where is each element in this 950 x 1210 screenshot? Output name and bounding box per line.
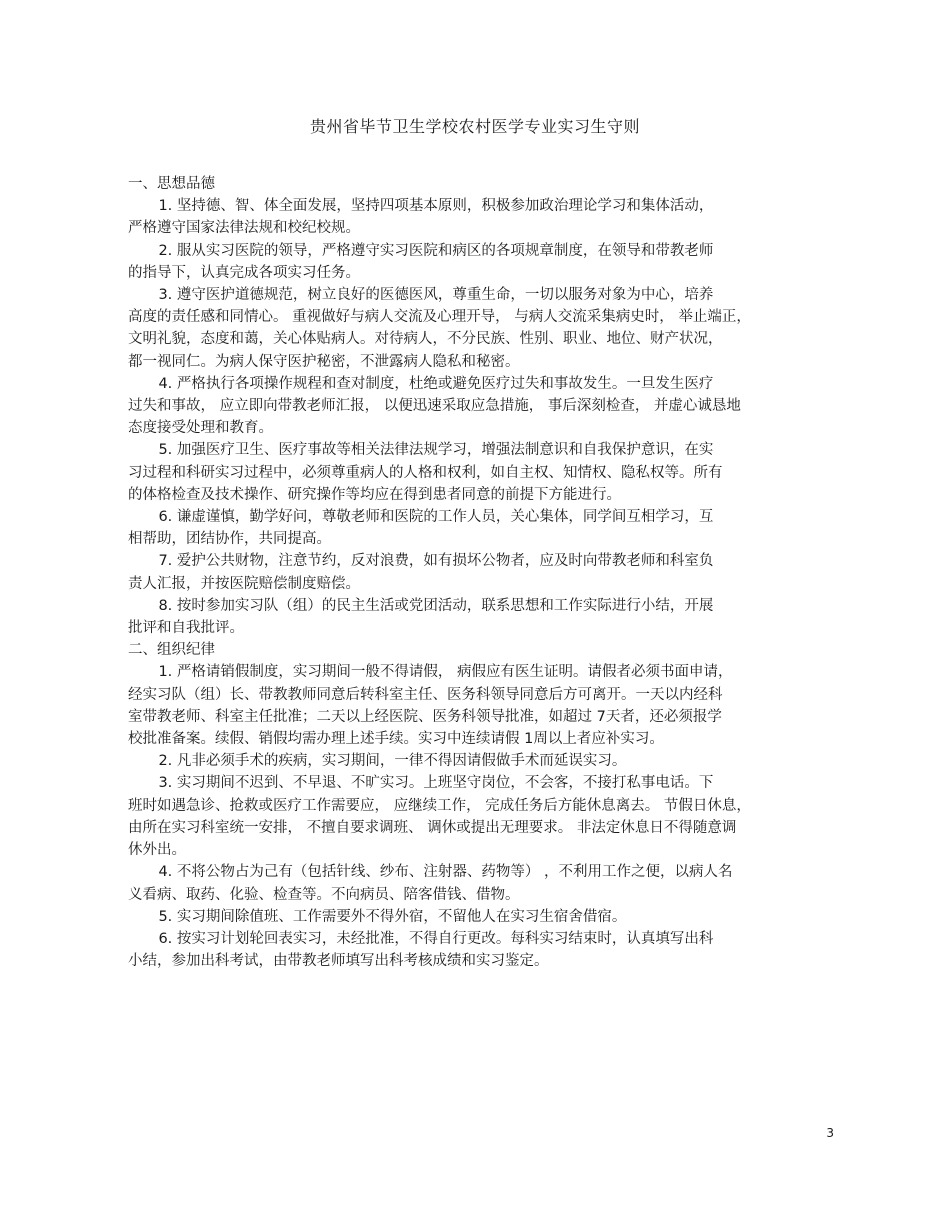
- rule-text-line: 相帮助，团结协作，共同提高。: [128, 531, 331, 548]
- rule-text-line: 高度的责任感和同情心。 重视做好与病人交流及心理开导， 与病人交流采集病史时， 举止端正，: [128, 309, 751, 326]
- section-heading: 一、思想品德: [128, 176, 215, 192]
- rule-text-line: 过失和事故， 应立即向带教老师汇报， 以便迅速采取应急措施， 事后深刻检查， 并虚心诚恳地: [128, 398, 741, 415]
- section-heading: 二、组织纪律: [128, 642, 215, 659]
- rule-text-line: 8. 按时参加实习队（组）的民主生活或党团活动，联系思想和工作实际进行小结，开展: [158, 597, 714, 614]
- rule-text-line: 校批准备案。续假、销假均需办理上述手续。实习中连续请假 1周以上者应补实习。: [128, 731, 664, 748]
- rule-text-line: 1. 坚持德、智、体全面发展，坚持四项基本原则，积极参加政治理论学习和集体活动，: [158, 198, 714, 215]
- rule-text-line: 的体格检查及技术操作、研究操作等均应在得到患者同意的前提下方能进行。: [128, 486, 621, 503]
- rule-item: [128, 772, 828, 861]
- rule-text-line: 2. 服从实习医院的领导，严格遵守实习医院和病区的各项规章制度，在领导和带教老师: [158, 242, 714, 259]
- rule-text-line: 6. 按实习计划轮回表实习，未经批准，不得自行更改。每科实习结束时，认真填写出科: [158, 930, 714, 947]
- rule-item: [128, 595, 828, 639]
- rule-text-line: 经实习队（组）长、带教教师同意后转科室主任、医务科领导同意后方可离开。一天以内经科: [128, 686, 723, 703]
- rule-item: [128, 195, 828, 239]
- rule-text-line: 7. 爱护公共财物，注意节约，反对浪费，如有损坏公物者，应及时向带教老师和科室负: [158, 553, 714, 570]
- rule-text-line: 都一视同仁。为病人保守医护秘密，不泄露病人隐私和秘密。: [128, 353, 520, 370]
- rule-item: [128, 439, 828, 506]
- page-number: 3: [826, 1126, 834, 1140]
- rule-text-line: 由所在实习科室统一安排， 不擅自要求调班、 调休或提出无理要求。 非法定休息日不得随意调: [128, 819, 737, 836]
- rule-text-line: 室带教老师、科室主任批准；二天以上经医院、医务科领导批准，如超过 7天者，还必须报学: [128, 708, 722, 725]
- rule-item: [128, 661, 828, 750]
- rule-text-line: 3. 遵守医护道德规范，树立良好的医德医风，尊重生命，一切以服务对象为中心，培养: [158, 287, 714, 304]
- rule-item: [128, 240, 828, 284]
- rule-item: [128, 750, 828, 772]
- rule-text-line: 义看病、取药、化验、检查等。不向病员、陪客借钱、借物。: [128, 886, 520, 903]
- rule-text-line: 休外出。: [128, 842, 186, 859]
- rule-text-line: 文明礼貌，态度和蔼，关心体贴病人。对待病人，不分民族、性别、职业、地位、财产状况，: [128, 331, 723, 348]
- rule-text-line: 的指导下，认真完成各项实习任务。: [128, 264, 360, 281]
- rule-text-line: 严格遵守国家法律法规和校纪校规。: [128, 220, 360, 237]
- rule-text-line: 2. 凡非必须手术的疾病，实习期间，一律不得因请假做手术而延误实习。: [158, 753, 627, 770]
- rule-text-line: 5. 加强医疗卫生、医疗事故等相关法律法规学习，增强法制意识和自我保护意识，在实: [158, 442, 714, 459]
- rule-text-line: 态度接受处理和教育。: [128, 420, 273, 437]
- rule-text-line: 责人汇报，并按医院赔偿制度赔偿。: [128, 575, 360, 592]
- rule-text-line: 4. 不将公物占为己有（包括针线、纱布、注射器、药物等） ，不利用工作之便，以病人名: [158, 864, 733, 881]
- rule-item: [128, 928, 828, 972]
- rule-text-line: 6. 谦虚谨慎，勤学好问，尊敬老师和医院的工作人员，关心集体，同学间互相学习，互: [158, 509, 714, 526]
- rule-item: [128, 906, 828, 928]
- rule-item: [128, 506, 828, 550]
- rule-text-line: 批评和自我批评。: [128, 620, 244, 637]
- document-title: 贵州省毕节卫生学校农村医学专业实习生守则: [309, 117, 640, 136]
- rule-item: [128, 861, 828, 905]
- rule-item: [128, 284, 828, 373]
- rule-text-line: 习过程和科研实习过程中，必须尊重病人的人格和权利，如自主权、知情权、隐私权等。所有: [128, 464, 723, 481]
- document-body: [128, 173, 828, 972]
- rule-text-line: 1. 严格请销假制度，实习期间一般不得请假， 病假应有医生证明。请假者必须书面申请，: [158, 664, 733, 681]
- rule-item: [128, 550, 828, 594]
- rule-item: [128, 373, 828, 440]
- rule-text-line: 3. 实习期间不迟到、不早退、不旷实习。上班坚守岗位，不会客，不接打私事电话。下: [158, 775, 714, 792]
- rule-text-line: 小结，参加出科考试，由带教老师填写出科考核成绩和实习鉴定。: [128, 953, 549, 970]
- rule-text-line: 5. 实习期间除值班、工作需要外不得外宿，不留他人在实习生宿舍借宿。: [158, 908, 627, 925]
- rule-text-line: 4. 严格执行各项操作规程和查对制度，杜绝或避免医疗过失和事故发生。一旦发生医疗: [158, 375, 714, 392]
- rule-text-line: 班时如遇急诊、抢救或医疗工作需要应， 应继续工作， 完成任务后方能休息离去。 节假日休息，: [128, 797, 751, 814]
